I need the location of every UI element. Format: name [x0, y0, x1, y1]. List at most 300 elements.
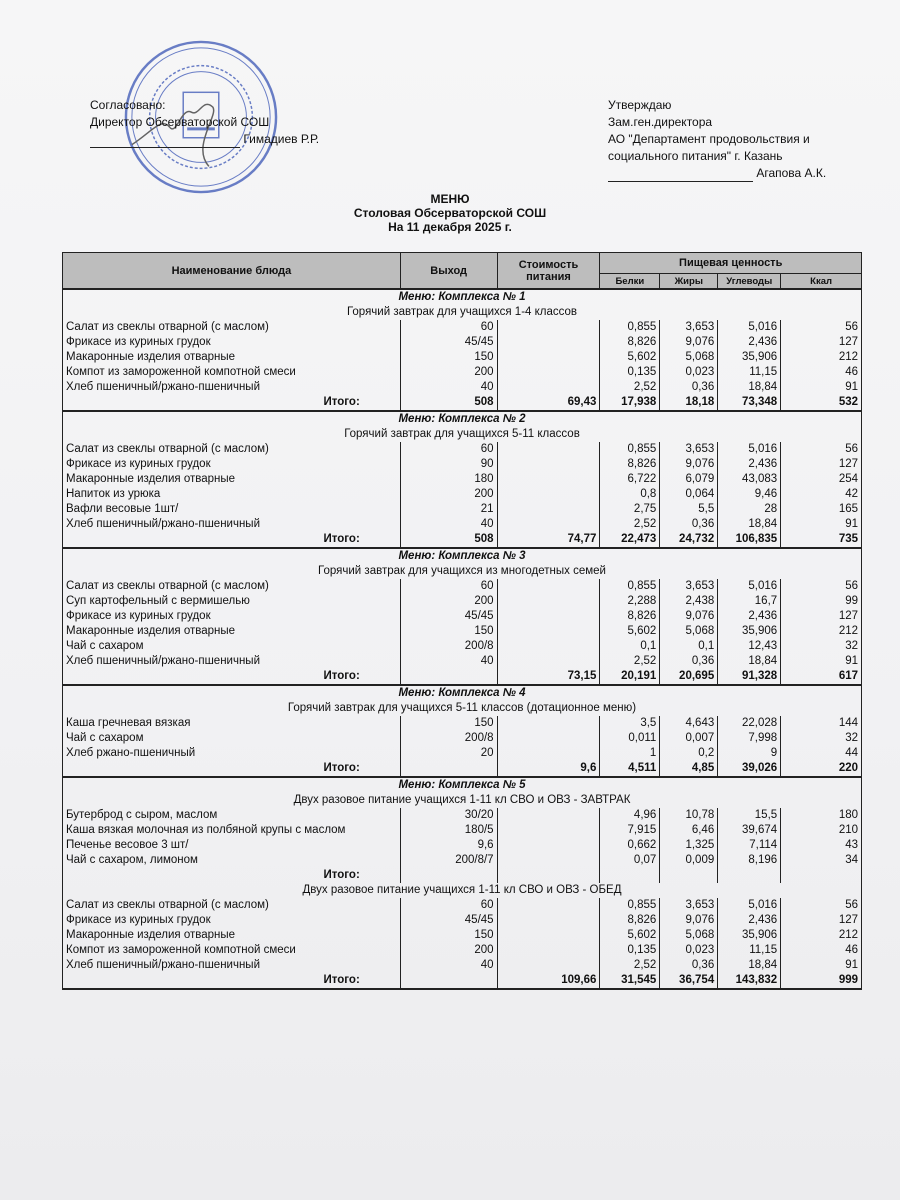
total-row — [63, 973, 862, 989]
total-kcal: 617 — [781, 669, 862, 685]
approval-position: Зам.ген.директора — [608, 115, 713, 129]
dish-kcal: 127 — [781, 335, 862, 350]
dish-fats: 5,5 — [660, 502, 718, 517]
dish-output: 150 — [400, 928, 497, 943]
approval-org-line2: социального питания" г. Казань — [608, 149, 783, 163]
dish-proteins: 3,5 — [600, 716, 660, 731]
section-title: Меню: Комплекса № 5 — [63, 777, 862, 793]
table-row — [63, 457, 862, 472]
section-title-row — [63, 777, 862, 793]
total-fats: 18,18 — [660, 395, 718, 411]
dish-carbs: 12,43 — [718, 639, 781, 654]
total-proteins: 22,473 — [600, 532, 660, 548]
dish-cost — [497, 746, 600, 761]
dish-kcal: 56 — [781, 898, 862, 913]
dish-fats: 0,023 — [660, 365, 718, 380]
menu-table — [62, 252, 862, 990]
approval-position: Директор Обсерваторской СОШ — [90, 115, 270, 129]
dish-proteins: 0,855 — [600, 320, 660, 335]
dish-carbs: 11,15 — [718, 943, 781, 958]
total-proteins: 4,511 — [600, 761, 660, 777]
dish-cost — [497, 502, 600, 517]
total-row — [63, 669, 862, 685]
dish-carbs: 11,15 — [718, 365, 781, 380]
dish-fats: 3,653 — [660, 898, 718, 913]
total-label: Итого: — [63, 669, 401, 685]
dish-output: 45/45 — [400, 609, 497, 624]
dish-output: 150 — [400, 624, 497, 639]
total-output — [400, 669, 497, 685]
header-proteins: Белки — [600, 274, 660, 290]
dish-kcal: 91 — [781, 517, 862, 532]
dish-fats: 2,438 — [660, 594, 718, 609]
signature-line — [90, 133, 240, 148]
dish-carbs: 18,84 — [718, 517, 781, 532]
section-subtitle: Двух разовое питание учащихся 1-11 кл СВО и ОВЗ - ЗАВТРАК — [63, 793, 862, 808]
total-row — [63, 761, 862, 777]
dish-output: 200 — [400, 943, 497, 958]
total-fats: 4,85 — [660, 761, 718, 777]
total-label: Итого: — [63, 973, 401, 989]
dish-output: 40 — [400, 958, 497, 973]
dish-kcal: 212 — [781, 928, 862, 943]
total-kcal: 999 — [781, 973, 862, 989]
total-cost: 73,15 — [497, 669, 600, 685]
total-proteins — [600, 868, 660, 883]
dish-proteins: 8,826 — [600, 913, 660, 928]
dish-name: Компот из замороженной компотной смеси — [63, 943, 401, 958]
dish-carbs: 5,016 — [718, 579, 781, 594]
total-output — [400, 761, 497, 777]
section-title: Меню: Комплекса № 1 — [63, 289, 862, 305]
dish-cost — [497, 380, 600, 395]
dish-carbs: 18,84 — [718, 958, 781, 973]
table-row — [63, 624, 862, 639]
section-subtitle-row — [63, 793, 862, 808]
dish-fats: 3,653 — [660, 442, 718, 457]
dish-cost — [497, 639, 600, 654]
dish-name: Хлеб пшеничный/ржано-пшеничный — [63, 517, 401, 532]
dish-cost — [497, 442, 600, 457]
dish-kcal: 210 — [781, 823, 862, 838]
dish-kcal: 91 — [781, 958, 862, 973]
dish-carbs: 39,674 — [718, 823, 781, 838]
total-output: 508 — [400, 532, 497, 548]
dish-name: Бутерброд с сыром, маслом — [63, 808, 401, 823]
total-label: Итого: — [63, 532, 401, 548]
dish-proteins: 0,855 — [600, 442, 660, 457]
dish-kcal: 165 — [781, 502, 862, 517]
dish-kcal: 43 — [781, 838, 862, 853]
approval-name: Агапова А.К. — [756, 166, 827, 180]
dish-name: Макаронные изделия отварные — [63, 350, 401, 365]
dish-proteins: 0,1 — [600, 639, 660, 654]
dish-cost — [497, 898, 600, 913]
dish-name: Каша гречневая вязкая — [63, 716, 401, 731]
document-date: На 11 декабря 2025 г. — [388, 220, 512, 234]
section-subtitle-row — [63, 883, 862, 898]
dish-proteins: 2,52 — [600, 654, 660, 669]
section-subtitle: Горячий завтрак для учащихся из многодетных семей — [63, 564, 862, 579]
table-row — [63, 943, 862, 958]
dish-kcal: 56 — [781, 442, 862, 457]
dish-cost — [497, 579, 600, 594]
dish-cost — [497, 594, 600, 609]
total-cost: 9,6 — [497, 761, 600, 777]
dish-fats: 4,643 — [660, 716, 718, 731]
dish-name: Хлеб ржано-пшеничный — [63, 746, 401, 761]
dish-cost — [497, 943, 600, 958]
dish-cost — [497, 320, 600, 335]
section-title: Меню: Комплекса № 3 — [63, 548, 862, 564]
approval-left — [90, 97, 319, 148]
dish-fats: 0,023 — [660, 943, 718, 958]
dish-cost — [497, 913, 600, 928]
dish-cost — [497, 654, 600, 669]
dish-fats: 0,36 — [660, 958, 718, 973]
dish-kcal: 212 — [781, 624, 862, 639]
dish-carbs: 7,998 — [718, 731, 781, 746]
dish-name: Фрикасе из куриных грудок — [63, 609, 401, 624]
dish-proteins: 0,662 — [600, 838, 660, 853]
dish-carbs: 9,46 — [718, 487, 781, 502]
table-row — [63, 487, 862, 502]
dish-kcal: 127 — [781, 457, 862, 472]
dish-carbs: 43,083 — [718, 472, 781, 487]
dish-kcal: 144 — [781, 716, 862, 731]
dish-fats: 0,009 — [660, 853, 718, 868]
table-row — [63, 502, 862, 517]
dish-name: Печенье весовое 3 шт/ — [63, 838, 401, 853]
total-kcal: 220 — [781, 761, 862, 777]
dish-name: Макаронные изделия отварные — [63, 928, 401, 943]
dish-carbs: 5,016 — [718, 320, 781, 335]
dish-output: 30/20 — [400, 808, 497, 823]
dish-proteins: 5,602 — [600, 624, 660, 639]
dish-output: 200 — [400, 365, 497, 380]
table-row — [63, 838, 862, 853]
table-row — [63, 928, 862, 943]
signature-line — [608, 167, 753, 182]
table-row — [63, 853, 862, 868]
dish-carbs: 2,436 — [718, 335, 781, 350]
dish-output: 200/8 — [400, 731, 497, 746]
dish-name: Салат из свеклы отварной (с маслом) — [63, 898, 401, 913]
total-fats: 36,754 — [660, 973, 718, 989]
dish-name: Вафли весовые 1шт/ — [63, 502, 401, 517]
dish-fats: 9,076 — [660, 609, 718, 624]
dish-fats: 5,068 — [660, 624, 718, 639]
dish-cost — [497, 928, 600, 943]
dish-kcal: 56 — [781, 579, 862, 594]
dish-carbs: 18,84 — [718, 654, 781, 669]
table-row — [63, 517, 862, 532]
dish-carbs: 9 — [718, 746, 781, 761]
total-proteins: 17,938 — [600, 395, 660, 411]
total-cost: 109,66 — [497, 973, 600, 989]
dish-kcal: 127 — [781, 913, 862, 928]
section-subtitle: Горячий завтрак для учащихся 1-4 классов — [63, 305, 862, 320]
dish-carbs: 5,016 — [718, 898, 781, 913]
dish-carbs: 5,016 — [718, 442, 781, 457]
dish-name: Хлеб пшеничный/ржано-пшеничный — [63, 654, 401, 669]
section-title-row — [63, 411, 862, 427]
table-row — [63, 594, 862, 609]
table-row — [63, 639, 862, 654]
dish-output: 40 — [400, 517, 497, 532]
section-title: Меню: Комплекса № 4 — [63, 685, 862, 701]
dish-cost — [497, 624, 600, 639]
dish-proteins: 8,826 — [600, 457, 660, 472]
total-row — [63, 395, 862, 411]
dish-carbs: 2,436 — [718, 609, 781, 624]
dish-cost — [497, 958, 600, 973]
dish-name: Хлеб пшеничный/ржано-пшеничный — [63, 958, 401, 973]
dish-output: 20 — [400, 746, 497, 761]
table-row — [63, 609, 862, 624]
dish-kcal: 56 — [781, 320, 862, 335]
dish-cost — [497, 808, 600, 823]
dish-proteins: 2,52 — [600, 958, 660, 973]
dish-fats: 6,079 — [660, 472, 718, 487]
total-carbs: 143,832 — [718, 973, 781, 989]
dish-proteins: 0,855 — [600, 898, 660, 913]
dish-proteins: 6,722 — [600, 472, 660, 487]
total-carbs — [718, 868, 781, 883]
dish-carbs: 7,114 — [718, 838, 781, 853]
dish-name: Компот из замороженной компотной смеси — [63, 365, 401, 380]
section-subtitle: Горячий завтрак для учащихся 5-11 классов — [63, 427, 862, 442]
dish-kcal: 34 — [781, 853, 862, 868]
total-label: Итого: — [63, 868, 401, 883]
dish-name: Фрикасе из куриных грудок — [63, 913, 401, 928]
dish-output: 200 — [400, 594, 497, 609]
dish-kcal: 99 — [781, 594, 862, 609]
section-subtitle-row — [63, 564, 862, 579]
dish-carbs: 22,028 — [718, 716, 781, 731]
dish-output: 200 — [400, 487, 497, 502]
dish-carbs: 35,906 — [718, 624, 781, 639]
dish-fats: 0,2 — [660, 746, 718, 761]
total-cost: 69,43 — [497, 395, 600, 411]
dish-fats: 3,653 — [660, 579, 718, 594]
dish-output: 60 — [400, 898, 497, 913]
section-subtitle-row — [63, 305, 862, 320]
dish-cost — [497, 823, 600, 838]
dish-proteins: 2,52 — [600, 517, 660, 532]
table-row — [63, 913, 862, 928]
dish-proteins: 0,135 — [600, 943, 660, 958]
dish-output: 21 — [400, 502, 497, 517]
dish-proteins: 2,75 — [600, 502, 660, 517]
dish-cost — [497, 472, 600, 487]
table-row — [63, 958, 862, 973]
total-kcal — [781, 868, 862, 883]
dish-output: 90 — [400, 457, 497, 472]
dish-cost — [497, 838, 600, 853]
table-row — [63, 746, 862, 761]
dish-proteins: 0,011 — [600, 731, 660, 746]
dish-kcal: 32 — [781, 731, 862, 746]
dish-proteins: 0,135 — [600, 365, 660, 380]
dish-cost — [497, 609, 600, 624]
dish-kcal: 44 — [781, 746, 862, 761]
dish-carbs: 15,5 — [718, 808, 781, 823]
section-title: Меню: Комплекса № 2 — [63, 411, 862, 427]
table-row — [63, 731, 862, 746]
dish-output: 60 — [400, 579, 497, 594]
table-row — [63, 380, 862, 395]
dish-cost — [497, 487, 600, 502]
total-output: 508 — [400, 395, 497, 411]
dish-kcal: 91 — [781, 654, 862, 669]
section-title-row — [63, 685, 862, 701]
dish-name: Чай с сахаром, лимоном — [63, 853, 401, 868]
dish-cost — [497, 731, 600, 746]
total-cost — [497, 868, 600, 883]
dish-kcal: 32 — [781, 639, 862, 654]
dish-output: 40 — [400, 654, 497, 669]
section-subtitle-row — [63, 427, 862, 442]
dish-name: Фрикасе из куриных грудок — [63, 457, 401, 472]
total-carbs: 106,835 — [718, 532, 781, 548]
dish-proteins: 0,07 — [600, 853, 660, 868]
dish-proteins: 2,52 — [600, 380, 660, 395]
dish-output: 60 — [400, 320, 497, 335]
section-subtitle-row — [63, 701, 862, 716]
dish-proteins: 7,915 — [600, 823, 660, 838]
dish-proteins: 5,602 — [600, 350, 660, 365]
dish-fats: 0,36 — [660, 654, 718, 669]
dish-kcal: 254 — [781, 472, 862, 487]
total-carbs: 73,348 — [718, 395, 781, 411]
total-row — [63, 532, 862, 548]
dish-name: Каша вязкая молочная из полбяной крупы с маслом — [63, 823, 401, 838]
approval-label: Утверждаю — [608, 98, 672, 112]
total-fats: 24,732 — [660, 532, 718, 548]
approval-name: Гимадиев Р.Р. — [243, 132, 320, 146]
section-subtitle: Двух разовое питание учащихся 1-11 кл СВО и ОВЗ - ОБЕД — [63, 883, 862, 898]
dish-kcal: 42 — [781, 487, 862, 502]
dish-cost — [497, 350, 600, 365]
dish-fats: 9,076 — [660, 913, 718, 928]
dish-cost — [497, 457, 600, 472]
dish-name: Чай с сахаром — [63, 639, 401, 654]
table-row — [63, 808, 862, 823]
table-row — [63, 898, 862, 913]
table-row — [63, 823, 862, 838]
dish-proteins: 5,602 — [600, 928, 660, 943]
dish-fats: 0,36 — [660, 517, 718, 532]
dish-fats: 0,1 — [660, 639, 718, 654]
dish-cost — [497, 365, 600, 380]
dish-cost — [497, 716, 600, 731]
table-row — [63, 335, 862, 350]
total-proteins: 31,545 — [600, 973, 660, 989]
approval-label: Согласовано: — [90, 98, 166, 112]
table-row — [63, 320, 862, 335]
table-row — [63, 716, 862, 731]
dish-kcal: 180 — [781, 808, 862, 823]
table-row — [63, 442, 862, 457]
dish-fats: 9,076 — [660, 457, 718, 472]
approval-right — [608, 97, 826, 182]
dish-kcal: 46 — [781, 943, 862, 958]
dish-fats: 0,36 — [660, 380, 718, 395]
dish-output: 200/8 — [400, 639, 497, 654]
dish-name: Суп картофельный с вермишелью — [63, 594, 401, 609]
dish-name: Салат из свеклы отварной (с маслом) — [63, 442, 401, 457]
total-label: Итого: — [63, 761, 401, 777]
dish-kcal: 127 — [781, 609, 862, 624]
dish-carbs: 16,7 — [718, 594, 781, 609]
dish-output: 40 — [400, 380, 497, 395]
dish-cost — [497, 517, 600, 532]
dish-proteins: 1 — [600, 746, 660, 761]
dish-proteins: 0,855 — [600, 579, 660, 594]
dish-name: Чай с сахаром — [63, 731, 401, 746]
dish-fats: 10,78 — [660, 808, 718, 823]
dish-fats: 9,076 — [660, 335, 718, 350]
table-row — [63, 579, 862, 594]
dish-output: 150 — [400, 350, 497, 365]
dish-carbs: 2,436 — [718, 913, 781, 928]
header-name: Наименование блюда — [63, 253, 401, 290]
dish-fats: 3,653 — [660, 320, 718, 335]
dish-name: Салат из свеклы отварной (с маслом) — [63, 320, 401, 335]
dish-proteins: 4,96 — [600, 808, 660, 823]
dish-carbs: 35,906 — [718, 350, 781, 365]
dish-carbs: 35,906 — [718, 928, 781, 943]
dish-name: Макаронные изделия отварные — [63, 472, 401, 487]
total-carbs: 39,026 — [718, 761, 781, 777]
total-fats — [660, 868, 718, 883]
dish-output: 60 — [400, 442, 497, 457]
header-cost: Стоимость питания — [497, 253, 600, 290]
total-carbs: 91,328 — [718, 669, 781, 685]
dish-proteins: 0,8 — [600, 487, 660, 502]
total-kcal: 532 — [781, 395, 862, 411]
dish-name: Макаронные изделия отварные — [63, 624, 401, 639]
total-cost: 74,77 — [497, 532, 600, 548]
dish-cost — [497, 335, 600, 350]
section-subtitle: Горячий завтрак для учащихся 5-11 классов (дотационное меню) — [63, 701, 862, 716]
dish-kcal: 91 — [781, 380, 862, 395]
total-output — [400, 973, 497, 989]
dish-name: Напиток из урюка — [63, 487, 401, 502]
dish-cost — [497, 853, 600, 868]
dish-name: Хлеб пшеничный/ржано-пшеничный — [63, 380, 401, 395]
total-output — [400, 868, 497, 883]
dish-output: 180/5 — [400, 823, 497, 838]
document-title: МЕНЮ — [430, 192, 470, 206]
dish-carbs: 8,196 — [718, 853, 781, 868]
dish-fats: 5,068 — [660, 928, 718, 943]
total-fats: 20,695 — [660, 669, 718, 685]
table-row — [63, 654, 862, 669]
dish-kcal: 46 — [781, 365, 862, 380]
dish-carbs: 18,84 — [718, 380, 781, 395]
dish-fats: 1,325 — [660, 838, 718, 853]
document-subtitle: Столовая Обсерваторской СОШ — [353, 206, 547, 220]
section-title-row — [63, 289, 862, 305]
header-nutrition: Пищевая ценность — [600, 253, 862, 274]
table-row — [63, 365, 862, 380]
section-title-row — [63, 548, 862, 564]
table-row — [63, 350, 862, 365]
dish-output: 45/45 — [400, 335, 497, 350]
header-fats: Жиры — [660, 274, 718, 290]
